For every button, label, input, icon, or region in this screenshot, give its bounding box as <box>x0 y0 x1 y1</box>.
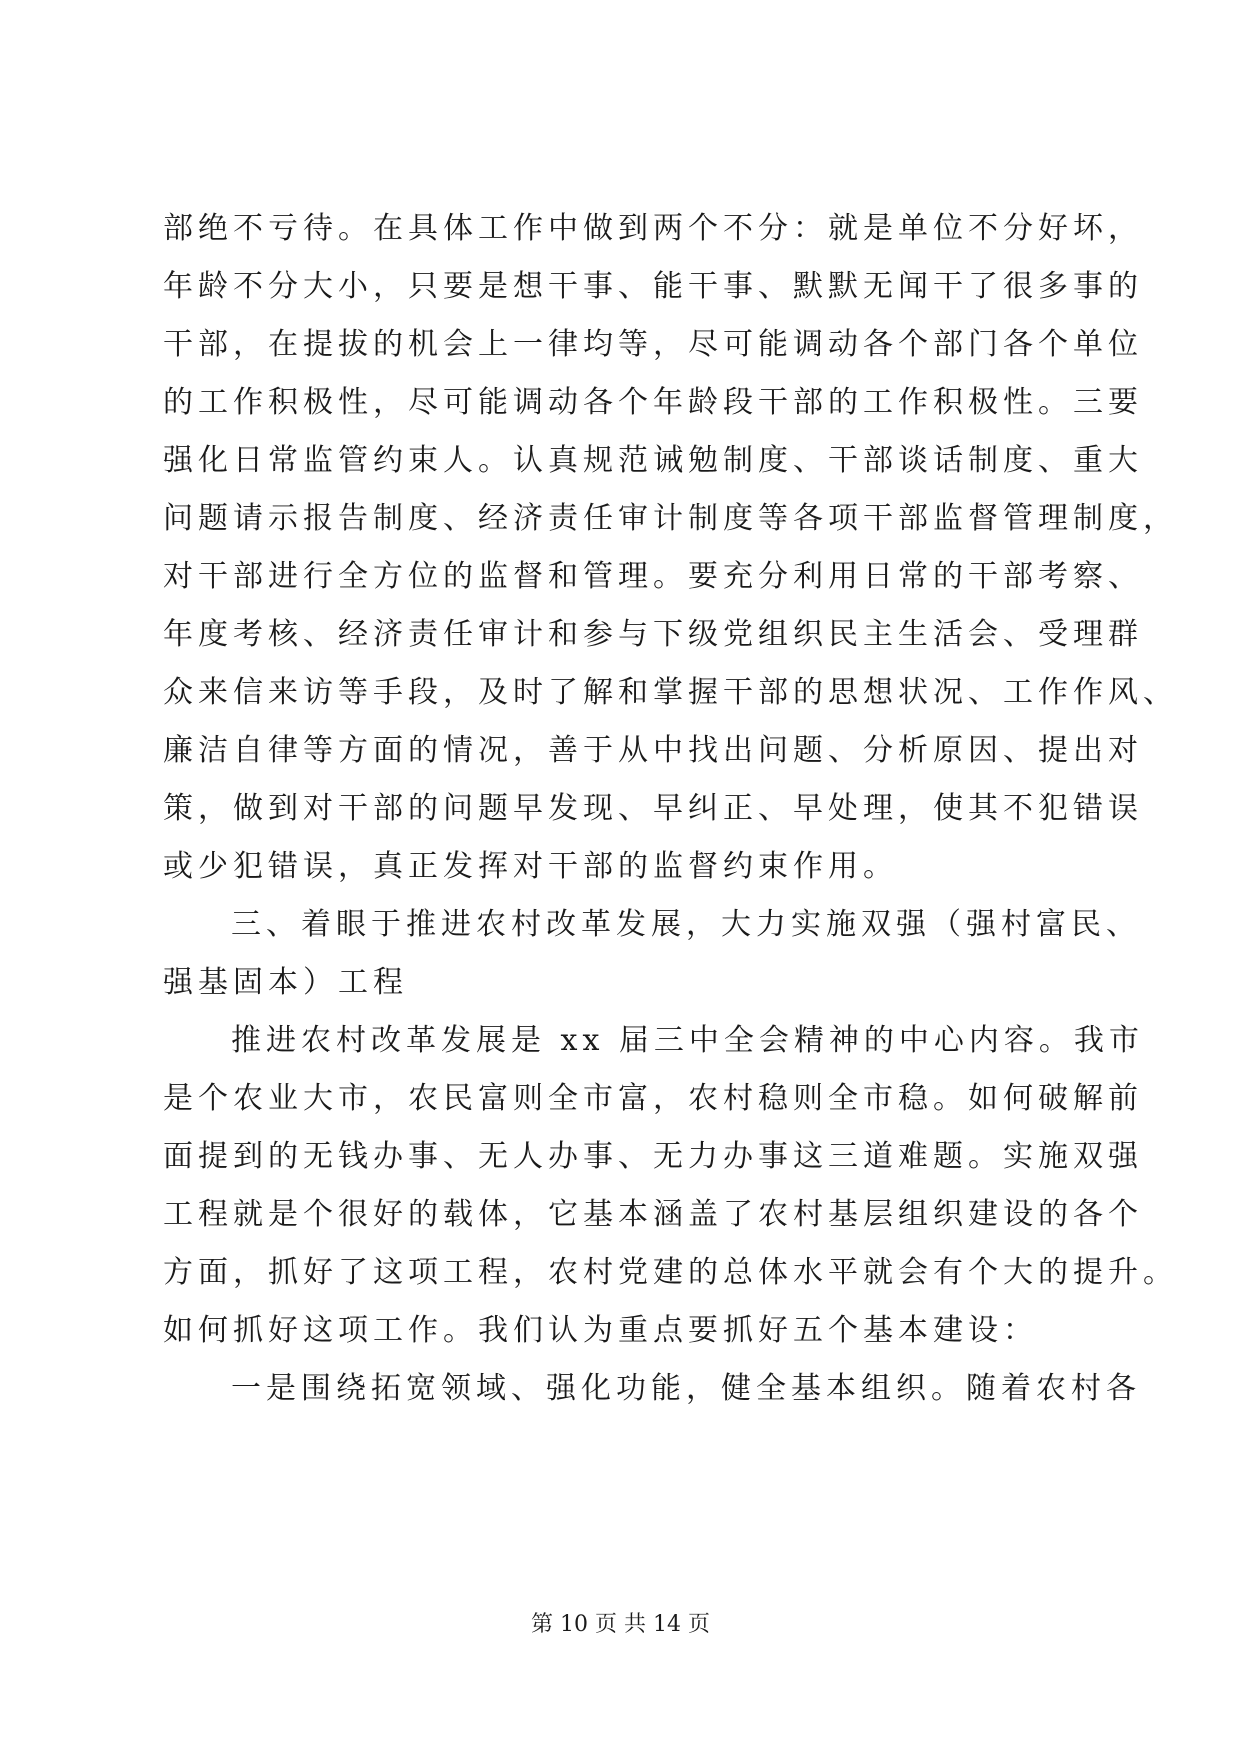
text-line: 廉洁自律等方面的情况，善于从中找出问题、分析原因、提出对 <box>163 733 1143 768</box>
paragraph-start-line: 推进农村改革发展是 xx 届三中全会精神的中心内容。我市 <box>231 1023 1144 1058</box>
text-line: 的工作积极性，尽可能调动各个年龄段干部的工作积极性。三要 <box>163 385 1143 420</box>
text-line: 是个农业大市，农民富则全市富，农村稳则全市稳。如何破解前 <box>163 1081 1143 1116</box>
section-heading-line: 强基固本）工程 <box>163 965 408 1000</box>
text-line: 年龄不分大小，只要是想干事、能干事、默默无闻干了很多事的 <box>163 269 1143 304</box>
text-line: 干部，在提拔的机会上一律均等，尽可能调动各个部门各个单位 <box>163 327 1143 362</box>
text-line: 如何抓好这项工作。我们认为重点要抓好五个基本建设： <box>163 1313 1038 1348</box>
text-line: 工程就是个很好的载体，它基本涵盖了农村基层组织建设的各个 <box>163 1197 1143 1232</box>
body-text <box>163 200 1178 1418</box>
text-line: 众来信来访等手段，及时了解和掌握干部的思想状况、工作作风、 <box>163 675 1178 710</box>
text-line: 强化日常监管约束人。认真规范诫勉制度、干部谈话制度、重大 <box>163 443 1143 478</box>
text-line: 年度考核、经济责任审计和参与下级党组织民主生活会、受理群 <box>163 617 1143 652</box>
text-line: 面提到的无钱办事、无人办事、无力办事这三道难题。实施双强 <box>163 1139 1143 1174</box>
page-number-footer: 第 10 页 共 14 页 <box>531 1612 710 1637</box>
section-heading-line: 三、着眼于推进农村改革发展，大力实施双强（强村富民、 <box>231 907 1141 942</box>
text-line: 或少犯错误，真正发挥对干部的监督约束作用。 <box>163 849 898 884</box>
text-line: 方面，抓好了这项工程，农村党建的总体水平就会有个大的提升。 <box>163 1255 1178 1290</box>
text-line: 对干部进行全方位的监督和管理。要充分利用日常的干部考察、 <box>163 559 1143 594</box>
text-line: 部绝不亏待。在具体工作中做到两个不分：就是单位不分好坏， <box>163 211 1143 246</box>
text-line: 问题请示报告制度、经济责任审计制度等各项干部监督管理制度， <box>163 501 1178 536</box>
paragraph-start-line: 一是围绕拓宽领域、强化功能，健全基本组织。随着农村各 <box>231 1371 1141 1406</box>
text-line: 策，做到对干部的问题早发现、早纠正、早处理，使其不犯错误 <box>163 791 1143 826</box>
